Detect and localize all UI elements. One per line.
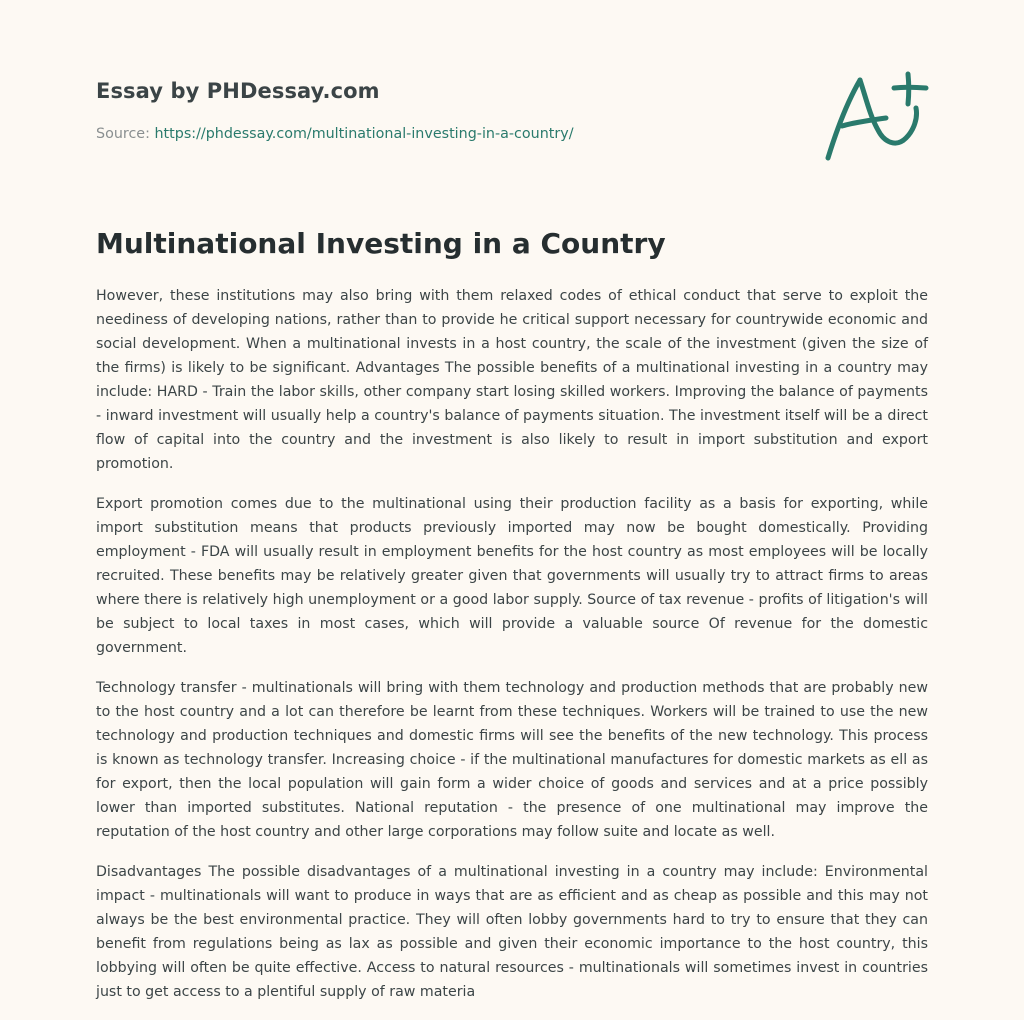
source-line	[96, 125, 696, 143]
essay-title: Multinational Investing in a Country	[96, 227, 666, 260]
essay-paragraph: Export promotion comes due to the multinational using their production facility as a basis for exporting, while import substitution means that products previously imported may now be bought domestically. Providing employment - FDA will usually result in employment benefits for the host country as most employees will be locally recruited. These benefits may be relatively greater given that governments will usually try to attract firms to areas where there is relatively high unemployment or a good labor supply. Source of tax revenue - profits of litigation's will be subject to local taxes in most cases, which will provide a valuable source Of revenue for the domestic government.	[96, 496, 928, 656]
a-plus-grade-icon	[822, 68, 934, 164]
essay-paragraph: However, these institutions may also bring with them relaxed codes of ethical conduct that serve to exploit the neediness of developing nations, rather than to provide he critical support necessary for countrywide economic and social development. When a multinational invests in a host country, the scale of the investment (given the size of the firms) is likely to be significant. Advantages The possible benefits of a multinational investing in a country may include: HARD - Train the labor skills, other company start losing skilled workers. Improving the balance of payments - inward investment will usually help a country's balance of payments situation. The investment itself will be a direct flow of capital into the country and the investment is also likely to result in import substitution and export promotion.	[96, 288, 928, 472]
site-brand: Essay by PHDessay.com	[96, 79, 380, 103]
essay-body	[96, 284, 928, 1020]
essay-header	[96, 78, 696, 143]
essay-paragraph: Disadvantages The possible disadvantages of a multinational investing in a country may include: Environmental impact - multinationals will want to produce in ways that are as efficient and as cheap as possible and this may not always be the best environmental practice. They will often lobby governments hard to try to ensure that they can benefit from regulations being as lax as possible and given their economic importance to the host country, this lobbying will often be quite effective. Access to natural resources - multinationals will sometimes invest in countries just to get access to a plentiful supply of raw materia	[96, 864, 928, 1000]
essay-paragraph: Technology transfer - multinationals will bring with them technology and production methods that are probably new to the host country and a lot can therefore be learnt from these techniques. Workers will be trained to use the new technology and production techniques and domestic firms will see the benefits of the new technology. This process is known as technology transfer. Increasing choice - if the multinational manufactures for domestic markets as ell as for export, then the local population will gain form a wider choice of goods and services and at a price possibly lower than imported substitutes. National reputation - the presence of one multinational may improve the reputation of the host country and other large corporations may follow suite and locate as well.	[96, 680, 928, 840]
source-link[interactable]: https://phdessay.com/multinational-investing-in-a-country/	[154, 126, 574, 142]
source-label: Source:	[96, 126, 150, 142]
